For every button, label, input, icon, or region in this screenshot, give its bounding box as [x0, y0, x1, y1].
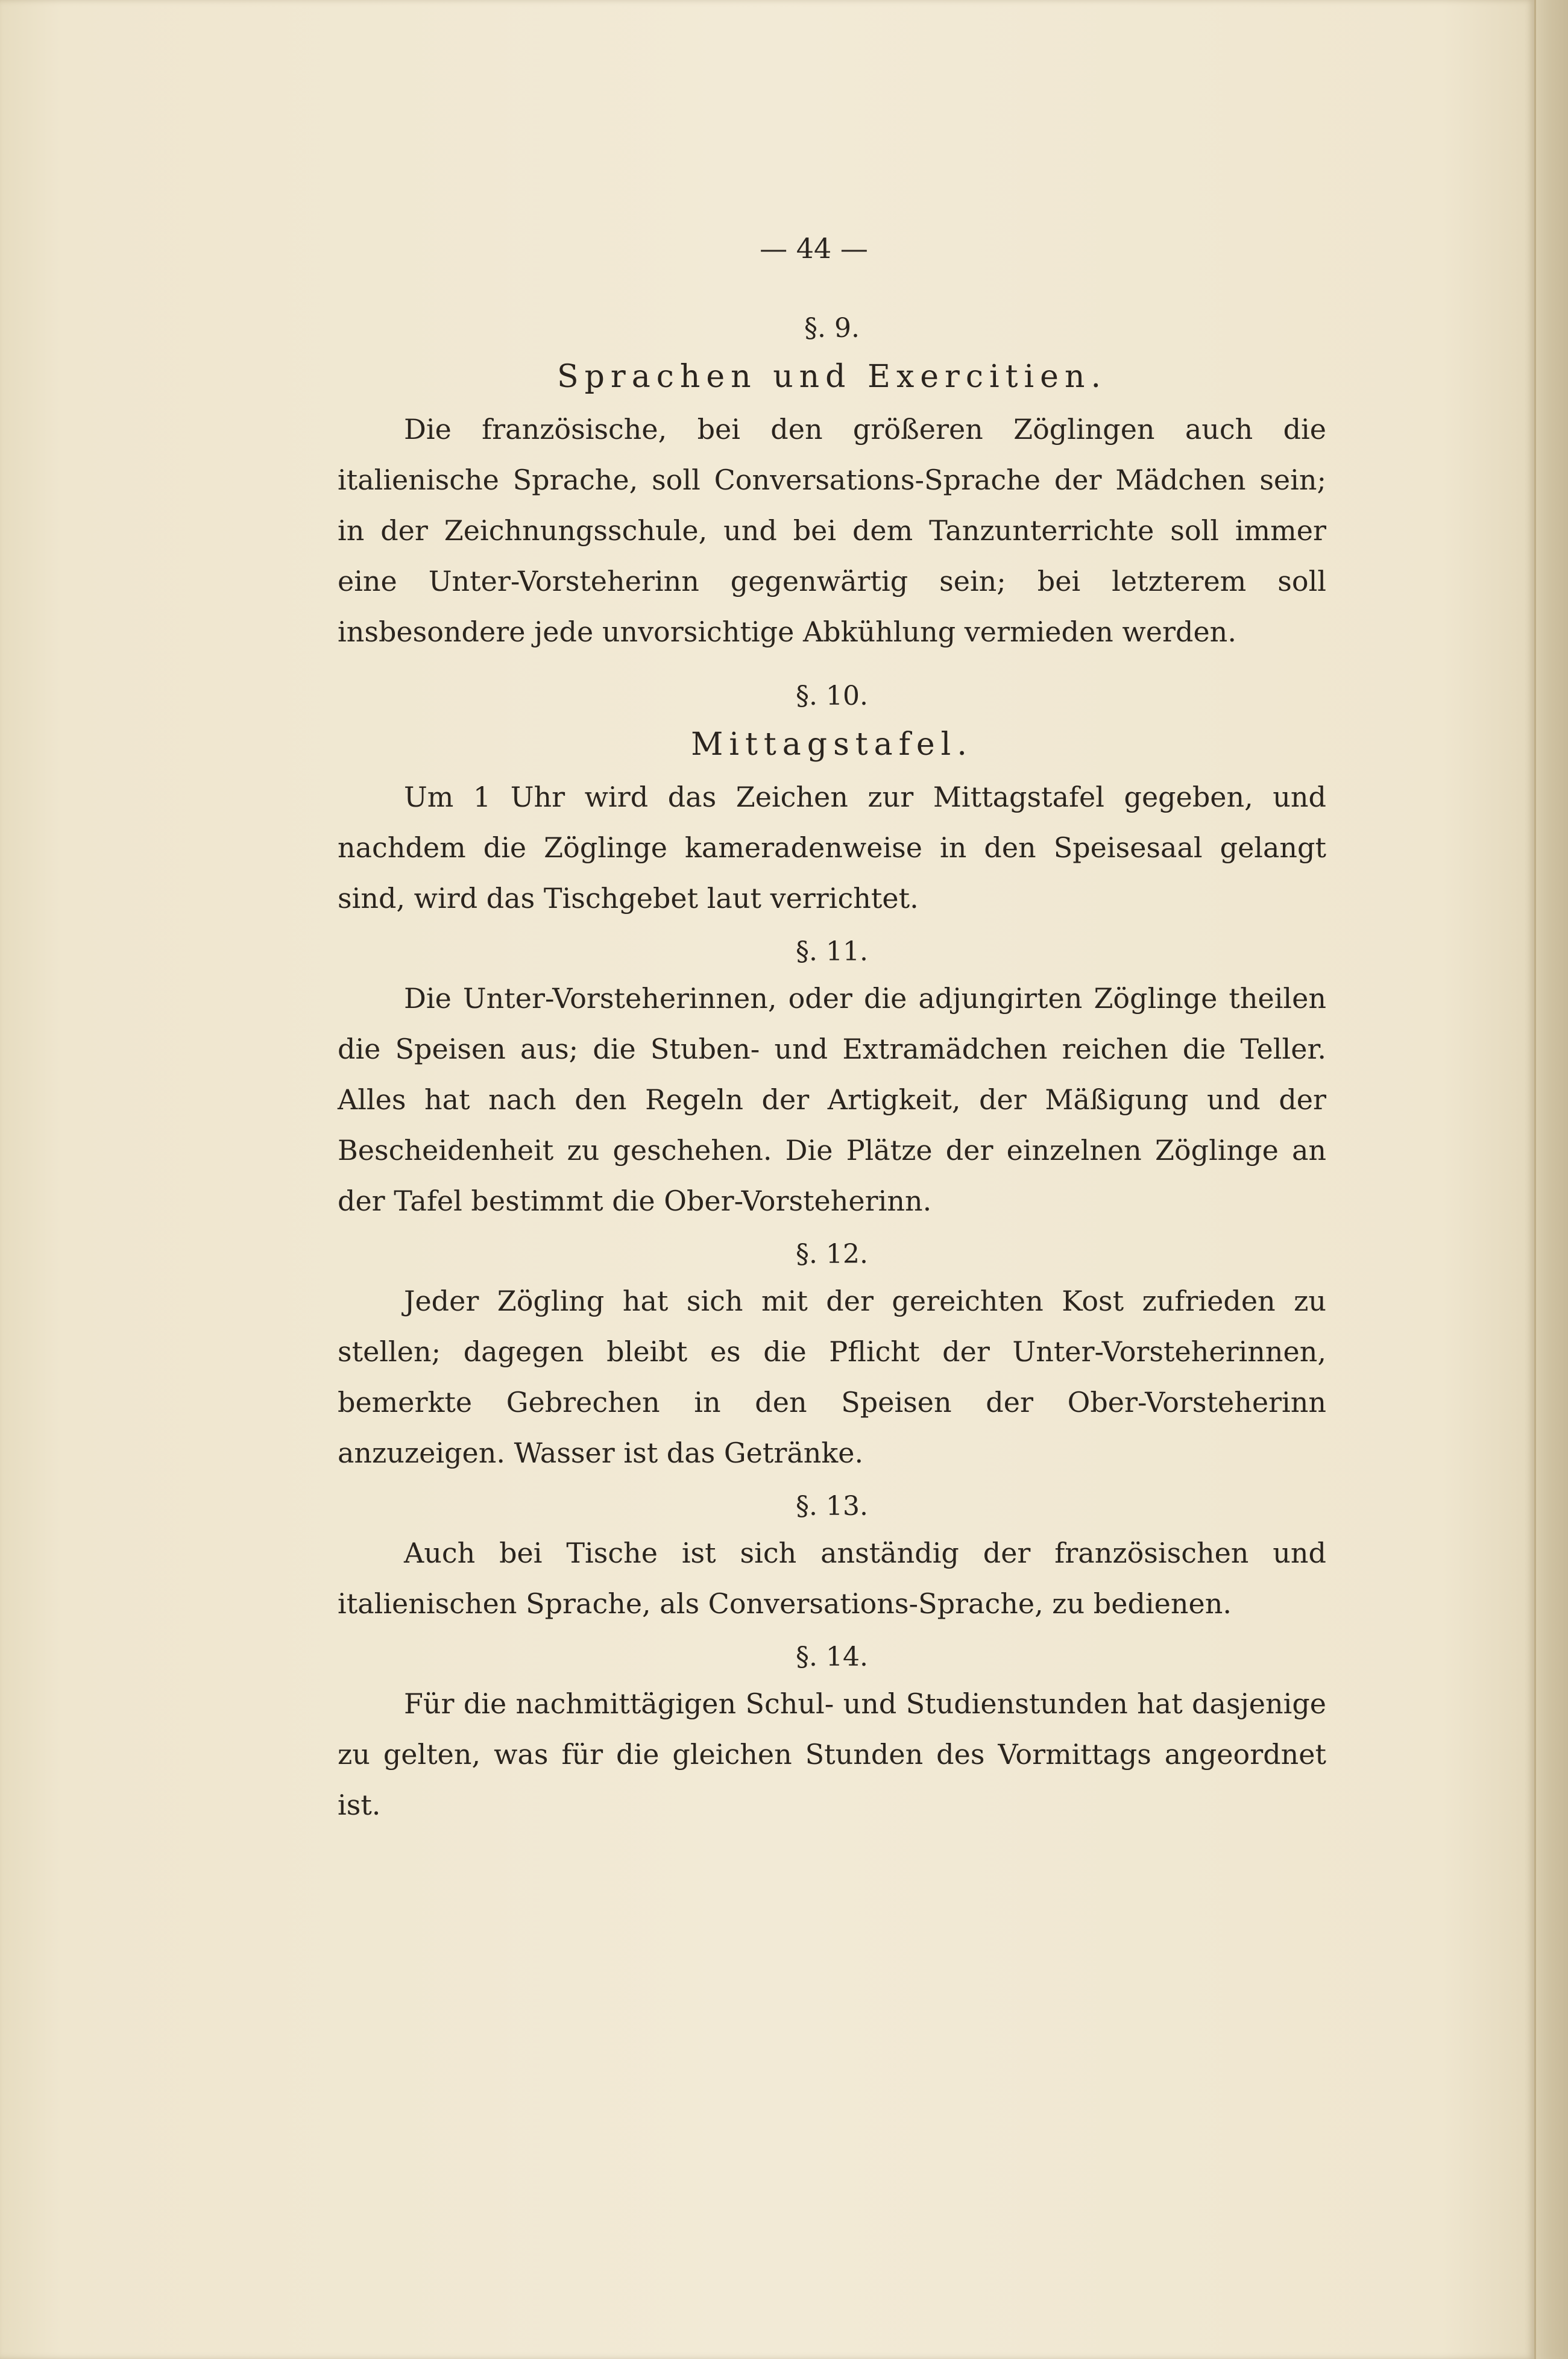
section-number: §. 9. — [804, 313, 860, 344]
section-14 — [338, 1636, 1326, 1830]
section-paragraph: Die französische, bei den größeren Zöglingen auch die italienische Sprache, soll Conversations-Sprache der Mädchen sein; in der Zeichnungsschule, und bei dem Tanzunterrichte soll immer eine Unter-Vorsteherinn gegenwärtig sein; bei letzterem soll insbesondere jede unvorsichtige Abkühlung vermieden werden. — [338, 413, 1326, 648]
section-10 — [338, 675, 1326, 924]
section-number: §. 10. — [796, 681, 868, 711]
section-paragraph: Um 1 Uhr wird das Zeichen zur Mittagstafel gegeben, und nachdem die Zöglinge kameradenweise in den Speisesaal gelangt sind, wird das Tischgebet laut verrichtet. — [338, 781, 1326, 915]
section-9 — [338, 307, 1326, 657]
section-12 — [338, 1233, 1326, 1478]
adjacent-page-edge — [1534, 0, 1568, 2359]
section-title: Sprachen und Exercitien. — [557, 359, 1107, 395]
section-number: §. 14. — [796, 1642, 868, 1672]
section-number: §. 13. — [796, 1491, 868, 1522]
section-paragraph: Für die nachmittägigen Schul- und Studienstunden hat dasjenige zu gelten, was für die gleichen Stunden des Vormittags angeordnet ist. — [338, 1687, 1326, 1821]
page-body — [338, 307, 1326, 1838]
section-paragraph: Die Unter-Vorsteherinnen, oder die adjungirten Zöglinge theilen die Speisen aus; die Stuben- und Extramädchen reichen die Teller. Alles hat nach den Regeln der Artigkeit, der Mäßigung und der Bescheidenheit zu geschehen. Die Plätze der einzelnen Zöglinge an der Tafel bestimmt die Ober-Vorsteherinn. — [338, 982, 1326, 1217]
section-paragraph: Jeder Zögling hat sich mit der gereichten Kost zufrieden zu stellen; dagegen bleibt es die Pflicht der Unter-Vorsteherinnen, bemerkte Gebrechen in den Speisen der Ober-Vorsteherinn anzuzeigen. Wasser ist das Getränke. — [338, 1285, 1326, 1469]
section-paragraph: Auch bei Tische ist sich anständig der französischen und italienischen Sprache, als Conversations-Sprache, zu bedienen. — [338, 1537, 1326, 1620]
section-number: §. 12. — [796, 1239, 868, 1270]
section-11 — [338, 931, 1326, 1226]
page-number: — 44 — — [760, 232, 868, 265]
section-number: §. 11. — [796, 936, 868, 967]
section-title: Mittagstafel. — [691, 726, 973, 763]
section-13 — [338, 1485, 1326, 1629]
